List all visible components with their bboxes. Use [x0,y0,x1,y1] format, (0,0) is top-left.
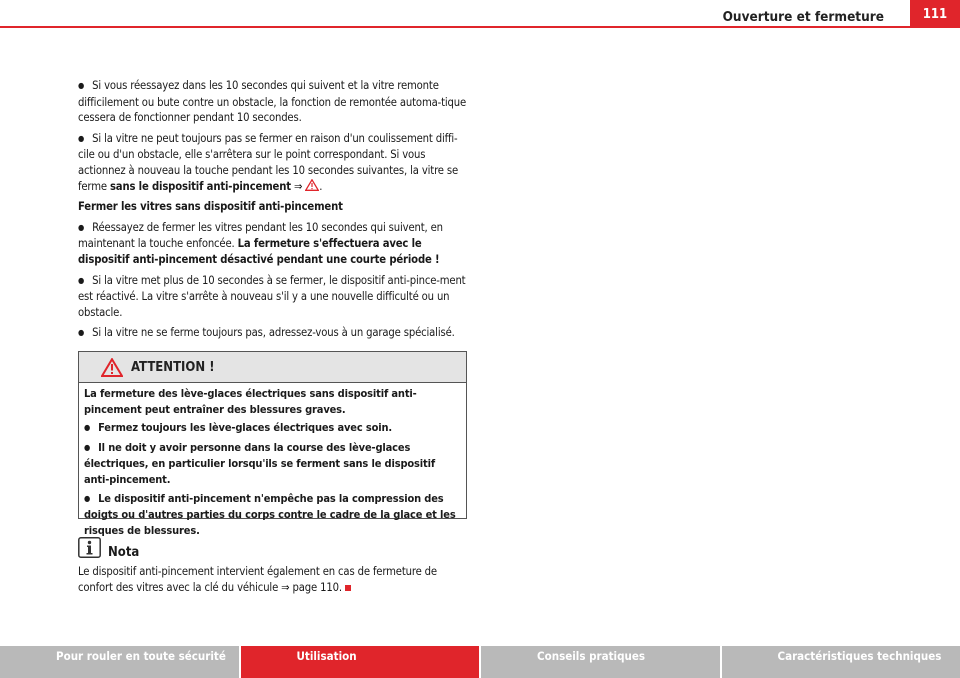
bullet-obstacle-bold: sans le dispositif anti-pincement [109,179,291,193]
bullet-hold-key-bold: La fermeture s'effectuera avec le dispositif anti-pincement désactivé pendant une courte période ! [78,237,440,266]
attention-body [79,383,466,538]
nota-text [78,564,468,595]
bullet-obstacle-text: Si la vitre ne peut toujours pas se fermer en raison d'un coulissement diffi-cile ou d'un obstacle, elle s'arrêtera sur le point correspondant. Si vous actionnez à nouveau la touche pendant les 10 secondes suivantes, la vitre se ferme [78,131,459,193]
tab-technical-specs[interactable]: Caractéristiques techniques [722,646,960,678]
warning-triangle-icon [305,179,319,191]
attention-item: ● Le dispositif anti-pincement n'empêche pas la compression des doigts ou d'autres parties du corps contre le cadre de la glace et les risques de blessures. [84,491,461,539]
cross-ref-arrow: ⇒ [293,179,303,193]
footer-nav [0,646,960,678]
bullet-garage: ● Si la vitre ne se ferme toujours pas, adressez-vous à un garage spécialisé. [78,325,468,342]
bullet-obstacle: ● Si la vitre ne peut toujours pas se fermer en raison d'un coulissement diffi-cile ou d'un obstacle, elle s'arrêtera sur le point correspondant. Si vous actionnez à nouveau la touche pendant les 10 secondes suivantes, la vitre se ferme sans le dispositif anti-pincement ⇒ . [78,131,468,194]
attention-header [79,352,466,383]
warning-triangle-icon [101,358,123,377]
main-text [78,78,468,347]
attention-item: ● Fermez toujours les lève-glaces électriques avec soin. [84,420,461,437]
end-of-section-mark [345,585,351,591]
tab-utilisation[interactable]: Utilisation [241,646,482,678]
tab-practical-tips[interactable]: Conseils pratiques [481,646,722,678]
bullet-hold-key [78,220,468,268]
attention-item: ● Il ne doit y avoir personne dans la course des lève-glaces électriques, en particulier lorsqu'ils se ferment sans le dispositif anti-pincement. [84,440,461,488]
info-note-icon [78,537,101,558]
attention-intro: La fermeture des lève-glaces électriques sans dispositif anti-pincement peut entraîner des blessures graves. [84,387,417,416]
tab-safety[interactable]: Pour rouler en toute sécurité [0,646,241,678]
bullet-retry: ● Si vous réessayez dans les 10 secondes qui suivent et la vitre remonte difficilement ou bute contre un obstacle, la fonction de remontée automa-tique cessera de fonctionner pendant 10 secondes. [78,78,468,126]
attention-box [78,351,467,537]
header-rule [0,26,960,28]
bullet-hold-key-text: Réessayez de fermer les vitres pendant les 10 secondes qui suivent, en maintenant la touche enfoncée. [78,220,443,251]
page-title: Ouverture et fermeture [722,9,884,25]
attention-title: ATTENTION ! [131,360,215,375]
page-number: 111 [910,0,960,28]
nota-title: Nota [108,545,140,560]
bullet-reactivate: ● Si la vitre met plus de 10 secondes à se fermer, le dispositif anti-pince-ment est réactivé. La vitre s'arrête à nouveau s'il y a une nouvelle difficulté ou un obstacle. [78,273,468,321]
section-subheading: Fermer les vitres sans dispositif anti-pincement [78,200,343,214]
nota-text-content: Le dispositif anti-pincement intervient également en cas de fermeture de confort des vitres avec la clé du véhicule ⇒ page 110. [78,565,437,594]
